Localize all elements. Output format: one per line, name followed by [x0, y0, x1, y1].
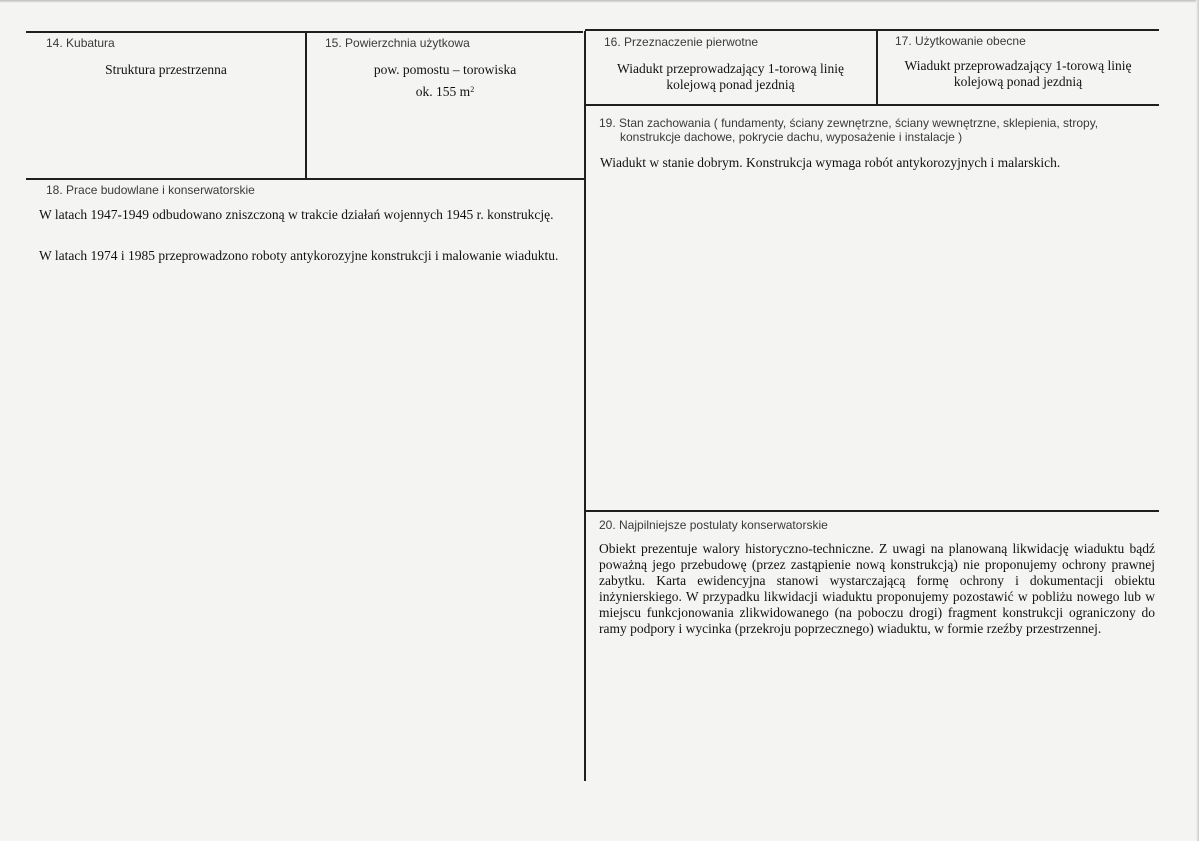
- field-15-area: ok. 155 m: [415, 84, 471, 99]
- field-19-value: Wiadukt w stanie dobrym. Konstrukcja wymaga robót antykorozyjnych i malarskich.: [600, 155, 1061, 170]
- field-17-value-line2: kolejową ponad jezdnią: [953, 74, 1083, 89]
- center-divider: [584, 31, 586, 781]
- scan-top-edge: [0, 0, 1199, 3]
- field-19-label-line2: konstrukcje dachowe, pokrycie dachu, wyposażenie i instalacje ): [620, 130, 963, 144]
- field-17-label: 17. Użytkowanie obecne: [895, 34, 1026, 48]
- border-below-16-17: [585, 104, 1159, 106]
- field-18-paragraph-2: W latach 1974 i 1985 przeprowadzono roboty antykorozyjne konstrukcji i malowanie wiaduktu.: [39, 248, 559, 263]
- field-16-value-line2: kolejową ponad jezdnią: [666, 77, 795, 92]
- field-14-value: Struktura przestrzenna: [105, 62, 227, 77]
- field-14-label: 14. Kubatura: [46, 36, 115, 50]
- field-15-area-unit-exponent: 2: [470, 85, 475, 94]
- top-border-right: [585, 29, 1159, 31]
- field-20-label: 20. Najpilniejsze postulaty konserwatorskie: [599, 518, 828, 532]
- field-16-value-line1: Wiadukt przeprowadzający 1-torową linię: [617, 61, 844, 76]
- border-above-20: [585, 510, 1159, 512]
- border-below-14-15: [26, 178, 584, 180]
- field-16-label: 16. Przeznaczenie pierwotne: [604, 35, 759, 49]
- field-20-value: Obiekt prezentuje walory historyczno-techniczne. Z uwagi na planowaną likwidację wiaduktu bądź poważną jego przebudowę (przez zastąpienie nową konstrukcją) nie proponujemy ochrony prawnej zabytku. Karta ewidencyjna stanowi wystarczającą formę ochrony i dokumentacji obiektu inżynierskiego. W przypadku likwidacji wiaduktu proponujemy pozostawić w pobliżu nowego lub w miejscu funkcjonowania zlikwidowanego (na poboczu drogi) fragment konstrukcji ograniczony do ramy podpory i wycinka (przekroju poprzecznego) wiaduktu, w formie rzeźby przestrzennej.: [599, 541, 1155, 636]
- divider-14-15: [305, 31, 307, 178]
- field-15-value-line2: [306, 84, 584, 100]
- field-19-label-line1: 19. Stan zachowania ( fundamenty, ściany zewnętrzne, ściany wewnętrzne, sklepienia, stropy,: [599, 116, 1099, 130]
- field-18-label: 18. Prace budowlane i konserwatorskie: [46, 183, 255, 197]
- field-15-label: 15. Powierzchnia użytkowa: [325, 36, 470, 50]
- field-18-paragraph-1: W latach 1947-1949 odbudowano zniszczoną w trakcie działań wojennych 1945 r. konstrukcję.: [39, 207, 554, 222]
- field-17-value-line1: Wiadukt przeprowadzający 1-torową linię: [904, 58, 1132, 73]
- field-15-value-line1: pow. pomostu – torowiska: [373, 62, 517, 77]
